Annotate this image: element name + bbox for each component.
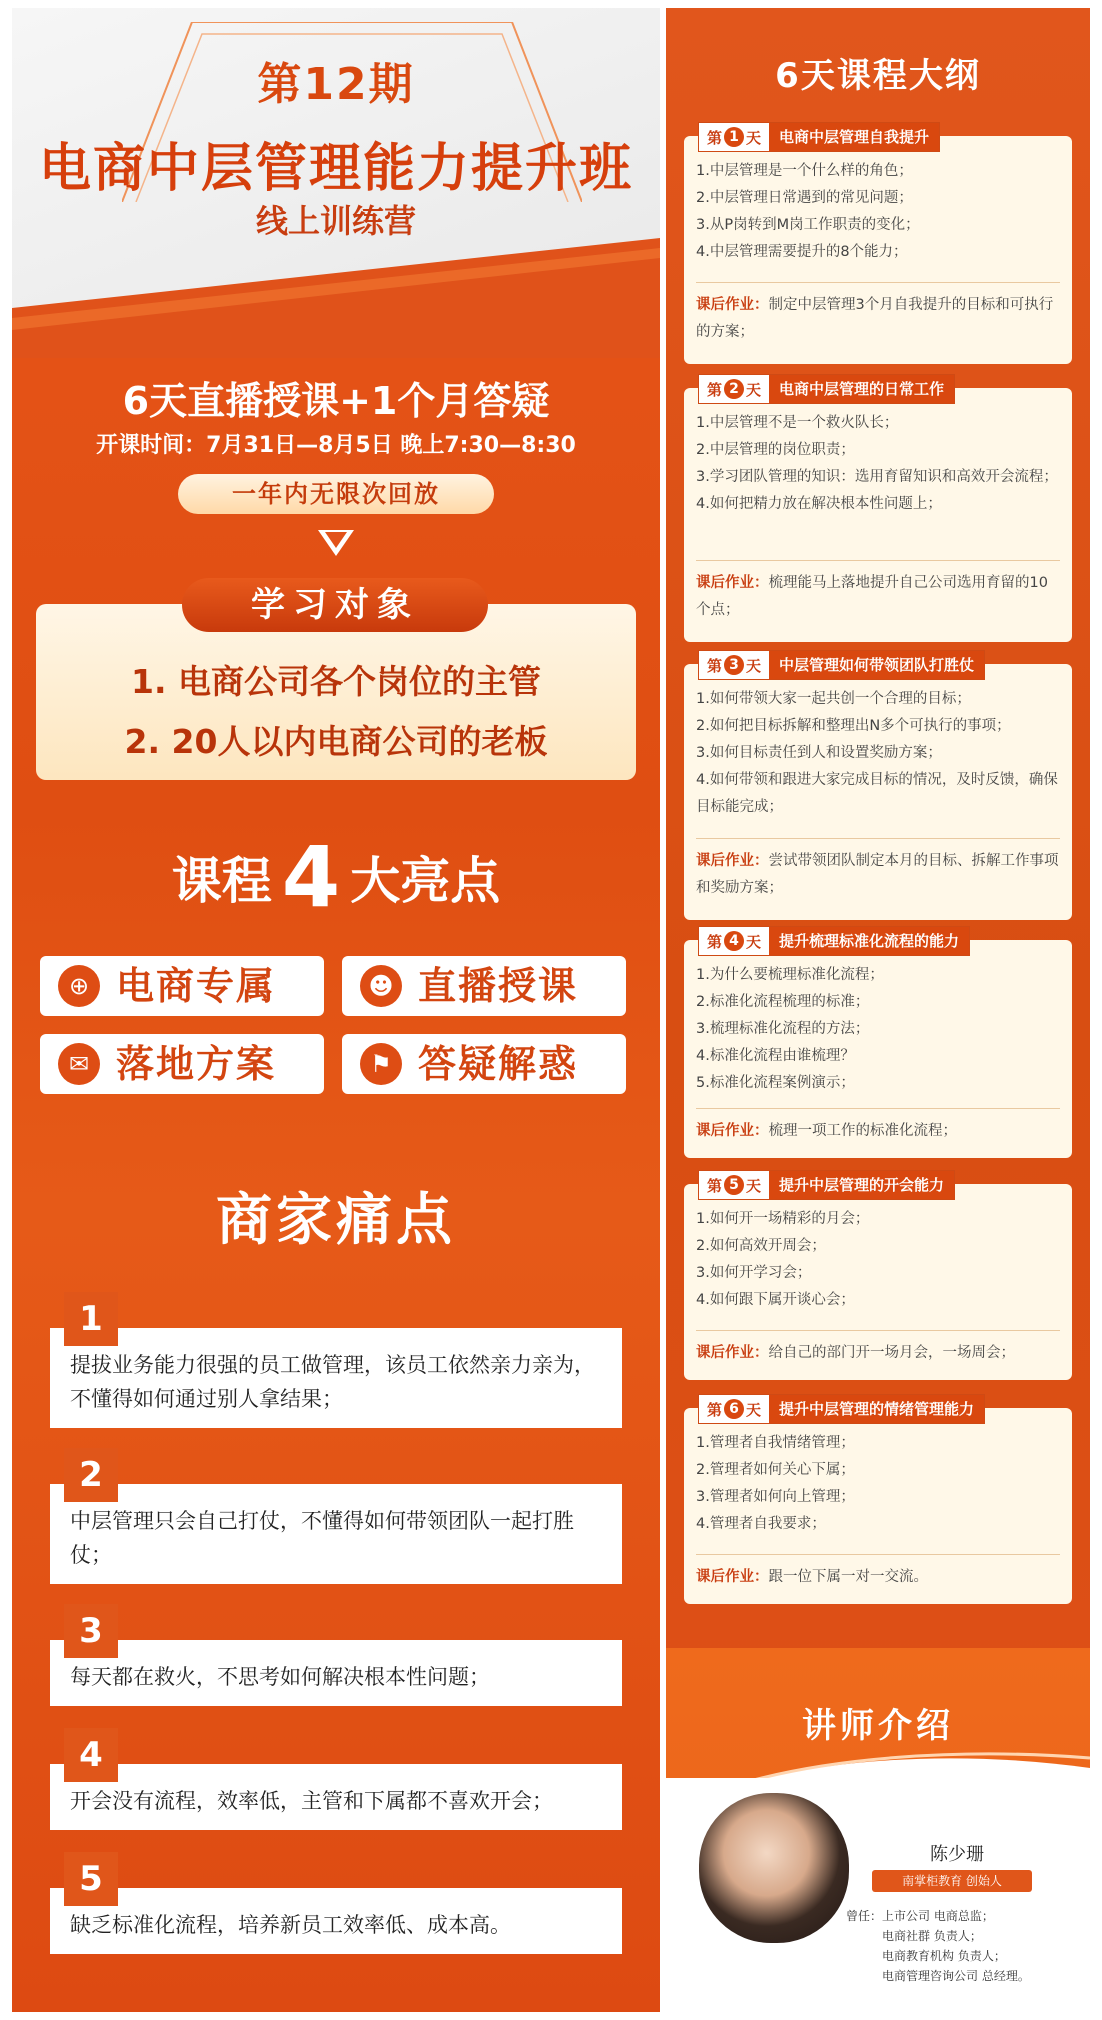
- divider: [696, 1554, 1060, 1555]
- day-card: [684, 932, 1072, 1158]
- day-title: 电商中层管理自我提升: [769, 123, 939, 151]
- course-time: 开课时间：7月31日—8月5日 晚上7:30—8:30: [96, 433, 576, 458]
- replay-badge: 一年内无限次回放: [178, 474, 494, 514]
- day-card: [684, 380, 1072, 642]
- divider: [696, 282, 1060, 283]
- day-card: [684, 1176, 1072, 1380]
- divider: [696, 1108, 1060, 1109]
- day-card: [684, 1400, 1072, 1604]
- globe-icon: ⊕: [58, 965, 100, 1007]
- audience-item: 1. 电商公司各个岗位的主管: [131, 662, 541, 701]
- day-tag: 第 2 天 电商中层管理的日常工作: [698, 374, 955, 404]
- edition-number: 第12期: [257, 59, 415, 110]
- poster-left-panel: [12, 8, 660, 2012]
- divider: [696, 838, 1060, 839]
- day-items: 1.为什么要梳理标准化流程； 2.标准化流程梳理的标准； 3.梳理标准化流程的方法； 4.标准化流程由谁梳理？ 5.标准化流程案例演示；: [696, 967, 884, 1091]
- certificate-icon: ✉: [58, 1043, 100, 1085]
- day-card: [684, 656, 1072, 920]
- lecturer-name: 陈少珊: [930, 1844, 984, 1865]
- highlight-item: ✉ 落地方案: [40, 1034, 324, 1094]
- audience-tag: 学习对象: [182, 578, 488, 632]
- highlight-item: ⊕ 电商专属: [40, 956, 324, 1016]
- pain-point-card: [50, 1299, 622, 1428]
- day-title: 提升中层管理的开会能力: [769, 1171, 954, 1199]
- live-schedule-headline: 6天直播授课+1个月答疑: [122, 379, 550, 423]
- outline-title: 6天课程大纲: [775, 56, 981, 96]
- poster-right-panel: [666, 8, 1090, 2012]
- pain-point-number: 4: [64, 1728, 118, 1782]
- lecturer-roles: 曾任：上市公司 电商总监； 电商社群 负责人； 电商教育机构 负责人； 电商管理咨询公司 总经理。: [846, 1909, 1030, 1983]
- pain-point-card: [50, 1611, 622, 1706]
- highlights-title: 课程 4 大亮点: [171, 828, 501, 926]
- day-title: 中层管理如何带领团队打胜仗: [769, 651, 984, 679]
- day-tag: 第 4 天 提升梳理标准化流程的能力: [698, 926, 970, 956]
- highlight-item: ⚑ 答疑解惑: [342, 1034, 626, 1094]
- day-items: 1.管理者自我情绪管理； 2.管理者如何关心下属； 3.管理者如何向上管理； 4.管理者自我要求；: [696, 1435, 855, 1532]
- course-subtitle: 线上训练营: [255, 202, 416, 240]
- highlight-item: ☻ 直播授课: [342, 956, 626, 1016]
- day-items: 1.如何开一场精彩的月会； 2.如何高效开周会； 3.如何开学习会； 4.如何跟下属开谈心会；: [696, 1211, 870, 1308]
- flag-icon: ⚑: [360, 1043, 402, 1085]
- divider: [696, 1330, 1060, 1331]
- day-tag: 第 6 天 提升中层管理的情绪管理能力: [698, 1394, 985, 1424]
- day-card: [684, 128, 1072, 364]
- day-items: 1.如何带领大家一起共创一个合理的目标； 2.如何把目标拆解和整理出N多个可执行的事项； 3.如何目标责任到人和设置奖励方案； 4.如何带领和跟进大家完成目标的情况，及时反馈，确保目标能完成；: [696, 691, 1058, 815]
- pain-point-text: 中层管理只会自己打仗，不懂得如何带领团队一起打胜仗；: [70, 1509, 574, 1567]
- header-wedge-decoration: [12, 238, 660, 358]
- pain-point-card: [50, 1735, 622, 1830]
- pain-point-number: 1: [64, 1292, 118, 1346]
- pain-points-title: 商家痛点: [216, 1188, 456, 1253]
- anchor-person-icon: ☻: [360, 965, 402, 1007]
- pain-point-number: 3: [64, 1604, 118, 1658]
- day-title: 提升梳理标准化流程的能力: [769, 927, 969, 955]
- day-tag: 第 3 天 中层管理如何带领团队打胜仗: [698, 650, 985, 680]
- day-items: 1.中层管理不是一个救火队长； 2.中层管理的岗位职责； 3.学习团队管理的知识：选用育留知识和高效开会流程； 4.如何把精力放在解决根本性问题上；: [696, 415, 1058, 512]
- day-title: 提升中层管理的情绪管理能力: [769, 1395, 984, 1423]
- day-homework: 课后作业：尝试带领团队制定本月的目标、拆解工作事项和奖励方案；: [696, 853, 1059, 896]
- lecturer-title: 讲师介绍: [802, 1706, 954, 1746]
- pain-point-number: 2: [64, 1448, 118, 1502]
- pain-point-text: 缺乏标准化流程，培养新员工效率低、成本高。: [70, 1913, 511, 1937]
- pain-point-card: [50, 1455, 622, 1584]
- pain-point-card: [50, 1859, 622, 1954]
- lecturer-photo: [696, 1790, 852, 1946]
- day-tag: 第 5 天 提升中层管理的开会能力: [698, 1170, 955, 1200]
- audience-item: 2. 20人以内电商公司的老板: [124, 722, 548, 761]
- course-title: 电商中层管理能力提升班: [38, 139, 633, 199]
- lecturer-org: 南掌柜教育 创始人: [872, 1870, 1032, 1892]
- day-homework: 课后作业：制定中层管理3个月自我提升的目标和可执行的方案；: [696, 297, 1054, 340]
- day-homework: 课后作业：跟一位下属一对一交流。: [696, 1569, 928, 1585]
- day-items: 1.中层管理是一个什么样的角色； 2.中层管理日常遇到的常见问题； 3.从P岗转到M岗工作职责的变化； 4.中层管理需要提升的8个能力；: [696, 163, 920, 260]
- day-homework: 课后作业：给自己的部门开一场月会，一场周会；: [696, 1345, 1015, 1361]
- pain-point-number: 5: [64, 1852, 118, 1906]
- day-homework: 课后作业：梳理能马上落地提升自己公司选用育留的10个点；: [696, 575, 1048, 618]
- day-title: 电商中层管理的日常工作: [769, 375, 954, 403]
- divider: [696, 560, 1060, 561]
- day-tag: 第 1 天 电商中层管理自我提升: [698, 122, 940, 152]
- pain-point-text: 提拔业务能力很强的员工做管理，该员工依然亲力亲为，不懂得如何通过别人拿结果；: [70, 1353, 595, 1411]
- day-homework: 课后作业：梳理一项工作的标准化流程；: [696, 1123, 957, 1139]
- pain-point-text: 每天都在救火，不思考如何解决根本性问题；: [70, 1665, 490, 1689]
- pain-point-text: 开会没有流程，效率低，主管和下属都不喜欢开会；: [70, 1789, 553, 1813]
